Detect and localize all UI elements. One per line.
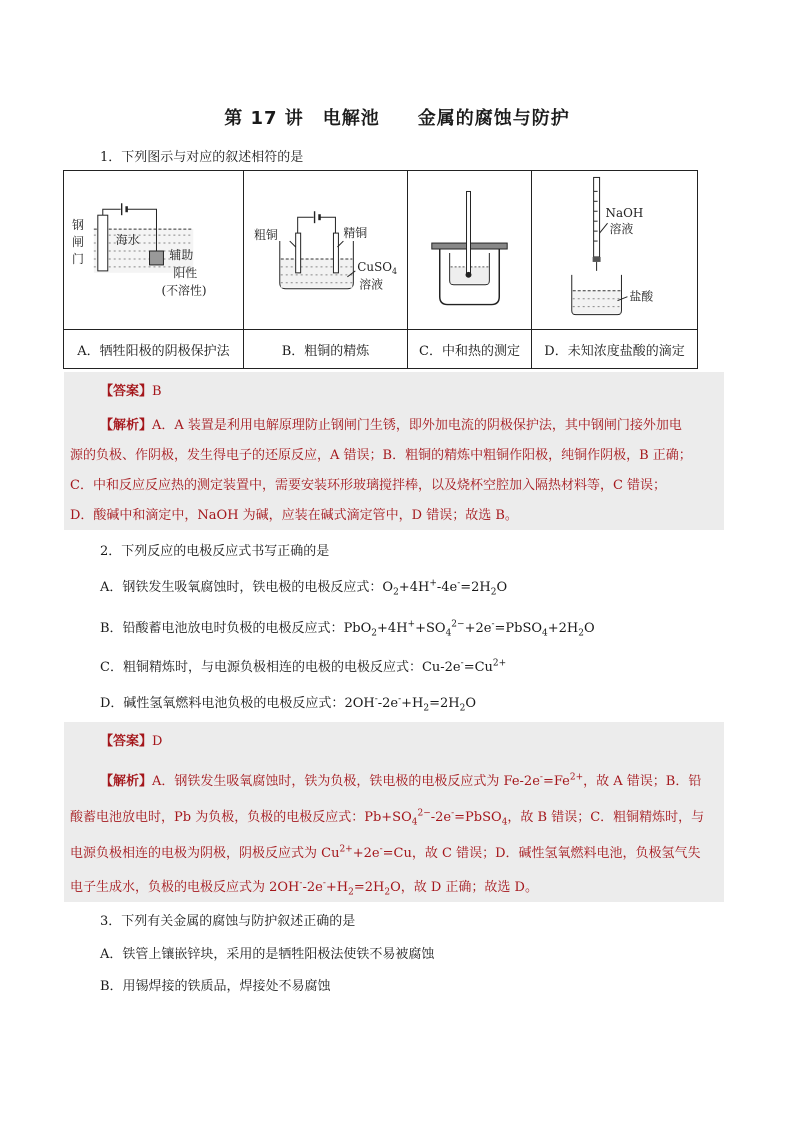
label-aux-3: (不溶性) bbox=[161, 283, 207, 298]
label-gate-3: 门 bbox=[71, 251, 84, 266]
option-2d: D．碱性氢氧燃料电池负极的电极反应式：$2OH^--2e^-+H_2=2H_2O$ bbox=[100, 694, 477, 714]
figure-b-diagram bbox=[244, 171, 407, 329]
label-gate-2: 闸 bbox=[71, 235, 84, 250]
question-3-stem: 3．下列有关金属的腐蚀与防护叙述正确的是 bbox=[100, 914, 356, 929]
analysis2-line-2: 酸蓄电池放电时，Pb 为负极，负极的电极反应式：$Pb+SO_4^{2-}-2e^-=PbSO_4$，故 B 错误；C．粗铜精炼时，与 bbox=[70, 808, 705, 828]
option-2a: A．钢铁发生吸氧腐蚀时，铁电极的电极反应式：$O_2+4H^+-4e^-=2H_2O$ bbox=[100, 578, 508, 598]
figure-c-cell bbox=[408, 171, 532, 330]
option-2c: C．粗铜精炼时，与电源负极相连的电极的电极反应式：$Cu-2e^-=Cu^{2+}$ bbox=[100, 658, 507, 675]
caption-c: C．中和热的测定 bbox=[408, 330, 532, 369]
analysis-line-4: D．酸碱中和滴定中，NaOH 为碱，应装在碱式滴定管中，D 错误；故选 B。 bbox=[70, 508, 518, 523]
label-naoh-solution: 溶液 bbox=[609, 222, 634, 237]
answer-box-1 bbox=[64, 372, 724, 530]
label-seawater: 海水 bbox=[115, 233, 140, 248]
analysis-line-2: 源的负极、作阴极，发生得电子的还原反应，A 错误；B．粗铜的精炼中粗铜作阳极，纯铜作阴极，B 正确； bbox=[70, 448, 692, 463]
label-aux-2: 阳性 bbox=[173, 265, 198, 280]
label-crude-copper: 粗铜 bbox=[253, 228, 278, 243]
answer-value: B bbox=[152, 384, 162, 399]
answer-tag: 【答案】 bbox=[100, 384, 153, 399]
analysis-tag-2: 【解析】 bbox=[100, 774, 153, 789]
figure-a-diagram bbox=[64, 171, 243, 329]
answer-tag-2: 【答案】 bbox=[100, 734, 153, 749]
label-naoh: NaOH bbox=[605, 206, 644, 221]
answer-value-2: D bbox=[152, 734, 163, 749]
answer-box-2 bbox=[64, 722, 724, 902]
label-cuso4: CuSO$_4$ bbox=[357, 259, 398, 276]
answer-line-1 bbox=[100, 380, 162, 399]
option-3b: B．用锡焊接的铁质品，焊接处不易腐蚀 bbox=[100, 979, 331, 994]
label-gate-1: 钢 bbox=[71, 218, 84, 233]
figure-d-cell bbox=[532, 171, 698, 330]
caption-b: B．粗铜的精炼 bbox=[244, 330, 408, 369]
figure-d-diagram bbox=[532, 171, 697, 329]
figure-table bbox=[63, 170, 698, 369]
caption-a: A．牺牲阳极的阴极保护法 bbox=[64, 330, 244, 369]
label-aux-1: 辅助 bbox=[169, 247, 194, 262]
analysis-line-3: C．中和反应反应热的测定装置中，需要安装环形玻璃搅拌棒，以及烧杯空腔加入隔热材料等，C 错误； bbox=[70, 478, 667, 493]
figure-a-cell bbox=[64, 171, 244, 330]
figure-b-cell bbox=[244, 171, 408, 330]
analysis-tag: 【解析】 bbox=[100, 418, 153, 433]
question-2-stem: 2．下列反应的电极反应式书写正确的是 bbox=[100, 544, 330, 559]
label-solution: 溶液 bbox=[359, 277, 384, 292]
option-2b: B．铅酸蓄电池放电时负极的电极反应式：$PbO_2+4H^++SO_4^{2-}+2e^-=PbSO_4+2H_2O$ bbox=[100, 619, 595, 639]
option-3a: A．铁管上镶嵌锌块，采用的是牺牲阳极法使铁不易被腐蚀 bbox=[100, 947, 435, 962]
figure-c-diagram bbox=[408, 171, 531, 329]
caption-d: D．未知浓度盐酸的滴定 bbox=[532, 330, 698, 369]
analysis2-line-3: 电源负极相连的电极为阴极，阴极反应式为 $Cu^{2+}+2e^-=Cu$，故 C 错误；D．碱性氢氧燃料电池，负极氢气失 bbox=[70, 844, 701, 861]
analysis-line-1 bbox=[100, 414, 682, 433]
analysis-text: A．A 装置是利用电解原理防止钢闸门生锈，即外加电流的阴极保护法，其中钢闸门接外加电 bbox=[152, 418, 682, 433]
question-1-stem: 1．下列图示与对应的叙述相符的是 bbox=[100, 150, 304, 165]
label-pure-copper: 精铜 bbox=[343, 226, 368, 241]
label-hcl: 盐酸 bbox=[629, 289, 654, 304]
answer-line-2 bbox=[100, 730, 162, 749]
analysis2-line-1: 【解析】A．钢铁发生吸氧腐蚀时，铁为负极，铁电极的电极反应式为 $Fe-2e^-=Fe^{2+}$，故 A 错误；B．铅 bbox=[100, 772, 702, 789]
page-title: 第 17 讲 电解池 金属的腐蚀与防护 bbox=[224, 108, 570, 129]
analysis2-line-4: 电子生成水，负极的电极反应式为 $2OH^--2e^-+H_2=2H_2O$，故 D 正确；故选 D。 bbox=[70, 878, 538, 898]
